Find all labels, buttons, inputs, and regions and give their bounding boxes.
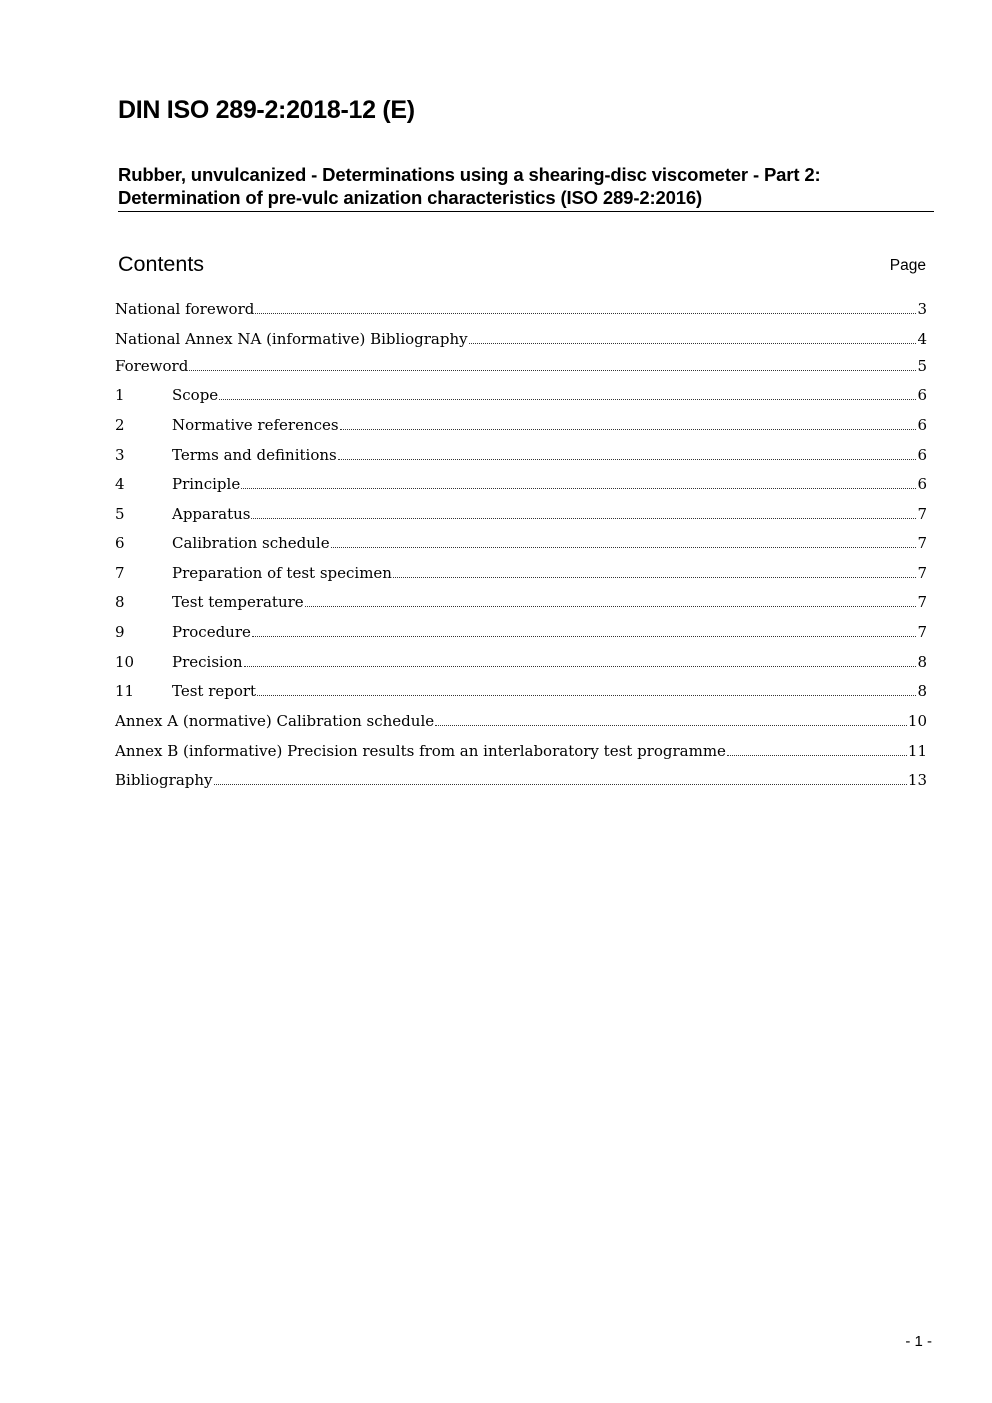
toc-entry-page: 6: [917, 475, 927, 493]
toc-entry-page: 7: [917, 593, 927, 611]
toc-entry[interactable]: [115, 471, 927, 497]
toc-dot-leader: [305, 605, 917, 607]
toc-entry[interactable]: [115, 649, 927, 675]
toc-entry-title: Preparation of test specimen: [172, 564, 392, 582]
toc-entry-page: 6: [917, 416, 927, 434]
toc-entry[interactable]: [115, 501, 927, 527]
toc-entry-number: 9: [115, 623, 125, 641]
toc-entry-title: Annex A (normative) Calibration schedule: [115, 712, 435, 730]
toc-entry-number: 11: [115, 682, 135, 700]
toc-entry-page: 8: [917, 682, 927, 700]
toc-entry[interactable]: [115, 442, 927, 468]
toc-entry-title: Normative references: [172, 416, 339, 434]
toc-entry-title: National foreword: [115, 300, 255, 318]
toc-dot-leader: [255, 312, 916, 314]
toc-entry[interactable]: [115, 530, 927, 556]
toc-dot-leader: [727, 754, 907, 756]
toc-entry[interactable]: [115, 326, 927, 352]
toc-entry[interactable]: [115, 560, 927, 586]
toc-entry-page: 11: [907, 742, 927, 760]
toc-entry-page: 8: [917, 653, 927, 671]
toc-entry-page: 7: [917, 623, 927, 641]
toc-entry-page: 6: [917, 446, 927, 464]
toc-entry-page: 5: [917, 357, 927, 375]
toc-entry-number: 1: [115, 386, 125, 404]
document-title: DIN ISO 289-2:2018-12 (E): [118, 96, 415, 124]
toc-entry-title: Test temperature: [172, 593, 304, 611]
toc-dot-leader: [435, 724, 907, 726]
toc-entry[interactable]: [115, 678, 927, 704]
toc-entry-number: 10: [115, 653, 135, 671]
toc-entry-title: Precision: [172, 653, 243, 671]
toc-entry[interactable]: [115, 767, 927, 793]
toc-entry-title: Bibliography: [115, 771, 213, 789]
toc-dot-leader: [469, 342, 917, 344]
toc-dot-leader: [241, 487, 916, 489]
toc-entry[interactable]: [115, 738, 927, 764]
toc-entry-title: Scope: [172, 386, 219, 404]
toc-dot-leader: [257, 694, 916, 696]
contents-heading: Contents: [118, 252, 205, 276]
toc-entry-title: Calibration schedule: [172, 534, 330, 552]
toc-entry-title: Procedure: [172, 623, 251, 641]
toc-entry-title: Foreword: [115, 357, 189, 375]
toc-entry-page: 6: [917, 386, 927, 404]
toc-entry-number: 5: [115, 505, 125, 523]
toc-dot-leader: [338, 458, 917, 460]
toc-dot-leader: [189, 369, 916, 371]
toc-entry-title: Annex B (informative) Precision results from an interlaboratory test programme: [115, 742, 726, 760]
toc-dot-leader: [214, 783, 907, 785]
toc-entry[interactable]: [115, 382, 927, 408]
toc-entry-page: 7: [917, 505, 927, 523]
toc-entry-page: 10: [907, 712, 927, 730]
toc-entry-title: Apparatus: [172, 505, 251, 523]
toc-entry-number: 7: [115, 564, 125, 582]
toc-entry-number: 2: [115, 416, 125, 434]
toc-entry-title: Test report: [172, 682, 257, 700]
toc-dot-leader: [252, 635, 917, 637]
toc-dot-leader: [331, 546, 917, 548]
subtitle-line-2: Determination of pre-vulc anization characteristics (ISO 289-2:2016): [118, 187, 703, 208]
subtitle-line-1: Rubber, unvulcanized - Determinations using a shearing-disc viscometer - Part 2:: [118, 164, 821, 185]
toc-dot-leader: [244, 665, 917, 667]
toc-entry-page: 3: [917, 300, 927, 318]
toc-entry-number: 6: [115, 534, 125, 552]
toc-entry[interactable]: [115, 589, 927, 615]
toc-entry-title: Terms and definitions: [172, 446, 337, 464]
toc-entry-page: 7: [917, 534, 927, 552]
toc-entry-number: 4: [115, 475, 125, 493]
toc-entry[interactable]: [115, 412, 927, 438]
toc-entry-title: Principle: [172, 475, 241, 493]
toc-entry[interactable]: [115, 296, 927, 322]
toc-dot-leader: [251, 517, 916, 519]
document-subtitle: [118, 163, 934, 212]
toc-dot-leader: [219, 398, 916, 400]
toc-entry[interactable]: [115, 353, 927, 379]
toc-entry[interactable]: [115, 708, 927, 734]
toc-entry-number: 8: [115, 593, 125, 611]
footer-page-number: - 1 -: [905, 1333, 932, 1350]
toc-dot-leader: [393, 576, 916, 578]
toc-entry-page: 7: [917, 564, 927, 582]
toc-entry[interactable]: [115, 619, 927, 645]
page-column-label: Page: [889, 257, 926, 274]
toc-entry-page: 4: [917, 330, 927, 348]
toc-entry-number: 3: [115, 446, 125, 464]
toc-entry-page: 13: [907, 771, 927, 789]
toc-dot-leader: [340, 428, 917, 430]
toc-entry-title: National Annex NA (informative) Bibliography: [115, 330, 468, 348]
